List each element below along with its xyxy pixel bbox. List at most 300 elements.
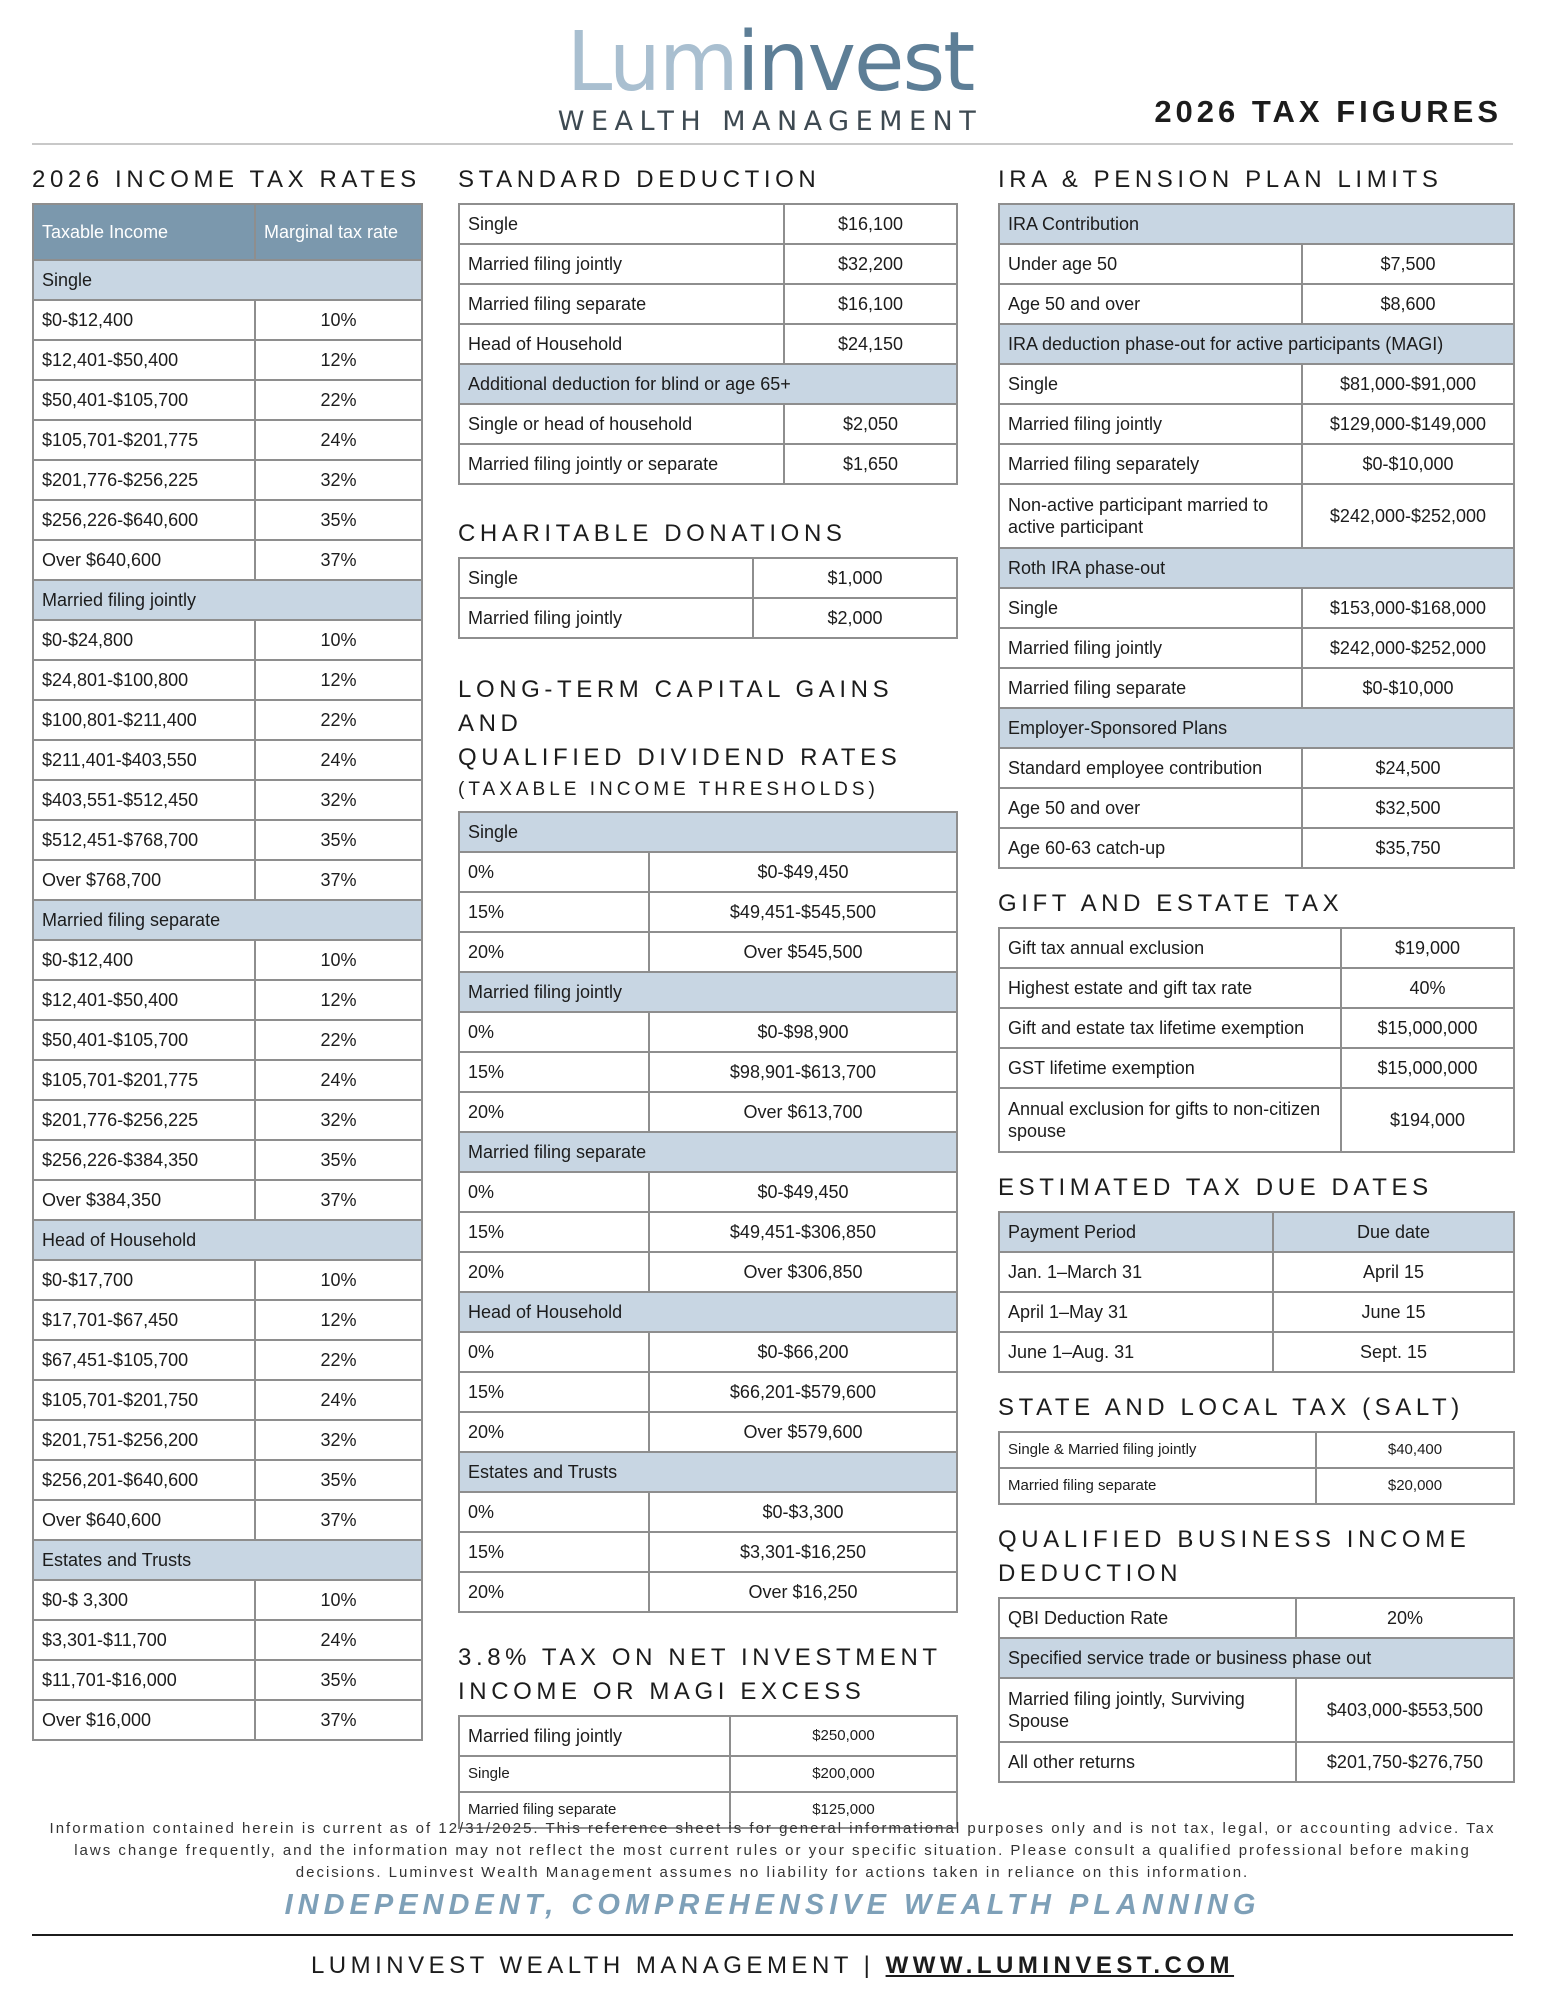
table-cell: $3,301-$11,700: [33, 1620, 255, 1660]
table-cell: Married filing jointly or separate: [459, 444, 784, 484]
table-row: [459, 1412, 957, 1452]
table-cell: Over $768,700: [33, 860, 255, 900]
table-cell: 20%: [459, 1572, 649, 1612]
table-row: [33, 1300, 422, 1340]
table-cell: 37%: [255, 860, 422, 900]
table-cell: April 15: [1273, 1252, 1514, 1292]
group-header-row: [33, 1540, 422, 1580]
table-row: [33, 1460, 422, 1500]
table-cell: Married filing separate: [33, 900, 422, 940]
table-cell: Payment Period: [999, 1212, 1273, 1252]
table-cell: $11,701-$16,000: [33, 1660, 255, 1700]
table-cell: $40,400: [1316, 1432, 1514, 1468]
table-cell: 20%: [459, 1412, 649, 1452]
table-cell: 0%: [459, 852, 649, 892]
table-row: [999, 1678, 1514, 1742]
website-link[interactable]: WWW.LUMINVEST.COM: [885, 1952, 1235, 1979]
table-row: [459, 1332, 957, 1372]
capital-gains-table: [458, 811, 958, 1613]
table-row: [33, 300, 422, 340]
table-cell: $0-$10,000: [1302, 444, 1514, 484]
table-cell: Married filing jointly: [459, 972, 957, 1012]
table-row: [33, 340, 422, 380]
table-cell: $0-$66,200: [649, 1332, 957, 1372]
table-cell: IRA Contribution: [999, 204, 1514, 244]
table-cell: Sept. 15: [1273, 1332, 1514, 1372]
tagline: INDEPENDENT, COMPREHENSIVE WEALTH PLANNING: [284, 1889, 1261, 1921]
table-cell: Married filing jointly: [459, 244, 784, 284]
table-cell: $242,000-$252,000: [1302, 484, 1514, 548]
table-row: [33, 820, 422, 860]
table-row: [999, 1468, 1514, 1504]
table-row: [999, 1598, 1514, 1638]
table-cell: 0%: [459, 1172, 649, 1212]
group-header-row: [33, 900, 422, 940]
table-cell: $256,201-$640,600: [33, 1460, 255, 1500]
table-row: [459, 1532, 957, 1572]
table-row: [459, 1572, 957, 1612]
table-row: [999, 828, 1514, 868]
table-cell: 10%: [255, 1580, 422, 1620]
section-title: QUALIFIED DIVIDEND RATES: [458, 744, 902, 771]
table-cell: 10%: [255, 940, 422, 980]
table-row: [33, 1340, 422, 1380]
table-cell: $35,750: [1302, 828, 1514, 868]
table-row: [33, 620, 422, 660]
table-cell: $0-$17,700: [33, 1260, 255, 1300]
table-cell: $49,451-$545,500: [649, 892, 957, 932]
group-header-row: [459, 812, 957, 852]
table-cell: 15%: [459, 1532, 649, 1572]
section-title: GIFT AND ESTATE TAX: [998, 890, 1344, 917]
table-cell: 12%: [255, 1300, 422, 1340]
table-cell: 24%: [255, 740, 422, 780]
table-cell: Single: [459, 812, 957, 852]
table-row: [999, 788, 1514, 828]
table-cell: $201,776-$256,225: [33, 1100, 255, 1140]
table-row: [459, 1252, 957, 1292]
section-title: 2026 INCOME TAX RATES: [32, 166, 421, 193]
table-row: [33, 380, 422, 420]
table-cell: Over $306,850: [649, 1252, 957, 1292]
logo-wordmark: Luminvest: [566, 15, 974, 110]
footer-divider: [32, 1934, 1513, 1936]
table-cell: Single & Married filing jointly: [999, 1432, 1316, 1468]
table-cell: Age 60-63 catch-up: [999, 828, 1302, 868]
group-header-row: [999, 1212, 1514, 1252]
table-cell: April 1–May 31: [999, 1292, 1273, 1332]
table-cell: Married filing jointly: [999, 628, 1302, 668]
table-row: [33, 860, 422, 900]
table-cell: $12,401-$50,400: [33, 980, 255, 1020]
group-header-row: [459, 1132, 957, 1172]
table-cell: Employer-Sponsored Plans: [999, 708, 1514, 748]
table-row: [33, 500, 422, 540]
table-cell: 0%: [459, 1332, 649, 1372]
section-title: INCOME OR MAGI EXCESS: [458, 1678, 866, 1705]
table-cell: $32,200: [784, 244, 957, 284]
group-header-row: [999, 548, 1514, 588]
table-cell: 22%: [255, 380, 422, 420]
table-cell: Married filing jointly: [999, 404, 1302, 444]
income-tax-table: [32, 203, 423, 1741]
table-cell: Over $16,250: [649, 1572, 957, 1612]
table-cell: $250,000: [730, 1716, 957, 1756]
table-row: [459, 444, 957, 484]
table-cell: 15%: [459, 892, 649, 932]
table-cell: Married filing separately: [999, 444, 1302, 484]
table-row: [33, 980, 422, 1020]
table-row: [33, 460, 422, 500]
due-dates-table: [998, 1211, 1515, 1373]
table-cell: $12,401-$50,400: [33, 340, 255, 380]
table-cell: $15,000,000: [1341, 1008, 1514, 1048]
table-cell: $129,000-$149,000: [1302, 404, 1514, 444]
table-cell: 32%: [255, 1420, 422, 1460]
table-cell: Marginal tax rate: [255, 204, 422, 260]
table-cell: 35%: [255, 1660, 422, 1700]
table-cell: $105,701-$201,775: [33, 420, 255, 460]
table-cell: Single: [459, 558, 753, 598]
table-cell: Over $384,350: [33, 1180, 255, 1220]
table-cell: Married filing jointly: [459, 598, 753, 638]
table-cell: $242,000-$252,000: [1302, 628, 1514, 668]
table-cell: Over $640,600: [33, 540, 255, 580]
table-cell: Specified service trade or business phase out: [999, 1638, 1514, 1678]
table-cell: $0-$12,400: [33, 300, 255, 340]
table-cell: Married filing separate: [459, 1792, 730, 1828]
table-cell: $201,750-$276,750: [1296, 1742, 1514, 1782]
group-header-row: [999, 324, 1514, 364]
section-title: CHARITABLE DONATIONS: [458, 520, 847, 547]
table-cell: $15,000,000: [1341, 1048, 1514, 1088]
table-cell: Highest estate and gift tax rate: [999, 968, 1341, 1008]
table-row: [33, 1180, 422, 1220]
income-tax-section: [32, 163, 423, 1741]
table-row: [459, 892, 957, 932]
table-cell: 12%: [255, 340, 422, 380]
table-cell: All other returns: [999, 1742, 1296, 1782]
table-row: [33, 1580, 422, 1620]
table-cell: $32,500: [1302, 788, 1514, 828]
table-cell: Married filing jointly, Surviving Spouse: [999, 1678, 1296, 1742]
section-title: 3.8% TAX ON NET INVESTMENT: [458, 1644, 942, 1671]
salt-table: [998, 1431, 1515, 1505]
table-cell: QBI Deduction Rate: [999, 1598, 1296, 1638]
table-cell: Head of Household: [33, 1220, 422, 1260]
table-row: [999, 628, 1514, 668]
table-cell: 22%: [255, 1340, 422, 1380]
qbi-heading: [998, 1523, 1515, 1591]
table-cell: $201,751-$256,200: [33, 1420, 255, 1460]
niit-table: [458, 1715, 958, 1829]
table-cell: 35%: [255, 820, 422, 860]
table-row: [999, 244, 1514, 284]
table-cell: $1,650: [784, 444, 957, 484]
table-cell: Head of Household: [459, 324, 784, 364]
table-cell: $105,701-$201,775: [33, 1060, 255, 1100]
table-cell: Taxable Income: [33, 204, 255, 260]
table-cell: June 15: [1273, 1292, 1514, 1332]
table-row: [459, 204, 957, 244]
table-cell: $200,000: [730, 1756, 957, 1792]
charitable-table: [458, 557, 958, 639]
table-cell: Roth IRA phase-out: [999, 548, 1514, 588]
table-cell: $16,100: [784, 204, 957, 244]
table-cell: 10%: [255, 300, 422, 340]
table-row: [999, 1088, 1514, 1152]
table-cell: $16,100: [784, 284, 957, 324]
table-cell: Gift tax annual exclusion: [999, 928, 1341, 968]
table-row: [999, 1332, 1514, 1372]
table-row: [459, 852, 957, 892]
table-cell: Age 50 and over: [999, 284, 1302, 324]
table-row: [459, 284, 957, 324]
table-cell: Married filing jointly: [459, 1716, 730, 1756]
table-row: [33, 1140, 422, 1180]
table-cell: 32%: [255, 460, 422, 500]
table-cell: $0-$12,400: [33, 940, 255, 980]
table-row: [999, 928, 1514, 968]
table-row: [33, 700, 422, 740]
group-header-row: [33, 580, 422, 620]
table-row: [33, 1060, 422, 1100]
table-cell: 22%: [255, 1020, 422, 1060]
table-cell: 35%: [255, 1460, 422, 1500]
table-cell: 35%: [255, 500, 422, 540]
table-cell: $0-$3,300: [649, 1492, 957, 1532]
gift-estate-table: [998, 927, 1515, 1153]
table-cell: Standard employee contribution: [999, 748, 1302, 788]
table-cell: Over $613,700: [649, 1092, 957, 1132]
table-cell: $403,551-$512,450: [33, 780, 255, 820]
table-cell: $211,401-$403,550: [33, 740, 255, 780]
table-row: [459, 1492, 957, 1532]
standard-deduction-table: [458, 203, 958, 485]
table-cell: 10%: [255, 1260, 422, 1300]
group-header-row: [459, 1452, 957, 1492]
table-cell: 24%: [255, 420, 422, 460]
table-row: [459, 1052, 957, 1092]
table-cell: $512,451-$768,700: [33, 820, 255, 860]
group-header-row: [459, 1292, 957, 1332]
table-cell: 15%: [459, 1212, 649, 1252]
table-cell: Gift and estate tax lifetime exemption: [999, 1008, 1341, 1048]
table-row: [33, 1100, 422, 1140]
section-title: IRA & PENSION PLAN LIMITS: [998, 166, 1443, 193]
table-row: [459, 1012, 957, 1052]
group-header-row: [999, 204, 1514, 244]
table-cell: 24%: [255, 1380, 422, 1420]
table-row: [33, 1500, 422, 1540]
table-cell: 37%: [255, 1500, 422, 1540]
table-row: [459, 1092, 957, 1132]
section-title: ESTIMATED TAX DUE DATES: [998, 1174, 1433, 1201]
table-cell: Jan. 1–March 31: [999, 1252, 1273, 1292]
table-cell: $24,801-$100,800: [33, 660, 255, 700]
logo-subtitle: WEALTH MANAGEMENT: [557, 106, 983, 137]
table-cell: $66,201-$579,600: [649, 1372, 957, 1412]
table-cell: 35%: [255, 1140, 422, 1180]
table-row: [459, 1212, 957, 1252]
table-row: [999, 748, 1514, 788]
table-cell: 20%: [459, 1252, 649, 1292]
page-title: 2026 TAX FIGURES: [1154, 94, 1502, 129]
logo: [540, 15, 1000, 137]
section-title: DEDUCTION: [998, 1560, 1183, 1587]
table-row: [999, 668, 1514, 708]
table-cell: 20%: [459, 932, 649, 972]
table-cell: 40%: [1341, 968, 1514, 1008]
table-cell: $2,050: [784, 404, 957, 444]
table-cell: $256,226-$384,350: [33, 1140, 255, 1180]
table-cell: Single or head of household: [459, 404, 784, 444]
group-header-row: [459, 972, 957, 1012]
table-cell: $153,000-$168,000: [1302, 588, 1514, 628]
table-row: [999, 444, 1514, 484]
table-row: [33, 1020, 422, 1060]
table-cell: Single: [459, 204, 784, 244]
table-cell: 32%: [255, 780, 422, 820]
table-row: [33, 1660, 422, 1700]
table-cell: $0-$49,450: [649, 1172, 957, 1212]
table-cell: 20%: [1296, 1598, 1514, 1638]
table-row: [459, 1716, 957, 1756]
qbi-table: [998, 1597, 1515, 1783]
table-cell: $0-$ 3,300: [33, 1580, 255, 1620]
table-row: [999, 404, 1514, 444]
table-row: [999, 1252, 1514, 1292]
table-cell: 37%: [255, 1180, 422, 1220]
table-cell: $1,000: [753, 558, 957, 598]
table-cell: $19,000: [1341, 928, 1514, 968]
table-row: [33, 1620, 422, 1660]
capital-gains-heading: [458, 673, 958, 805]
table-cell: $201,776-$256,225: [33, 460, 255, 500]
table-cell: Single: [999, 364, 1302, 404]
table-cell: $0-$10,000: [1302, 668, 1514, 708]
table-row: [999, 588, 1514, 628]
table-row: [459, 598, 957, 638]
table-row: [33, 1420, 422, 1460]
table-cell: $81,000-$91,000: [1302, 364, 1514, 404]
right-column: [998, 163, 1515, 1783]
header-divider: [32, 143, 1513, 145]
table-row: [33, 780, 422, 820]
table-cell: $50,401-$105,700: [33, 1020, 255, 1060]
niit-heading: [458, 1641, 958, 1709]
table-row: [999, 1432, 1514, 1468]
table-row: [33, 740, 422, 780]
disclaimer: Information contained herein is current as of 12/31/2025. This reference sheet is for general informational purposes only and is not tax, legal, or accounting advice. Tax laws change frequently, and the information may not reflect the most current rules or your specific situation. Please consult a qualified professional before making decisions. Luminvest Wealth Management assumes no liability for actions taken in reliance on this information.: [49, 1820, 1496, 1881]
table-cell: $403,000-$553,500: [1296, 1678, 1514, 1742]
table-cell: GST lifetime exemption: [999, 1048, 1341, 1088]
table-cell: $24,500: [1302, 748, 1514, 788]
table-cell: $105,701-$201,750: [33, 1380, 255, 1420]
table-cell: 12%: [255, 660, 422, 700]
table-cell: Single: [33, 260, 422, 300]
table-row: [999, 1742, 1514, 1782]
table-cell: $0-$24,800: [33, 620, 255, 660]
table-row: [33, 1380, 422, 1420]
section-subtitle: (TAXABLE INCOME THRESHOLDS): [458, 779, 879, 800]
table-cell: Estates and Trusts: [459, 1452, 957, 1492]
table-row: [999, 1292, 1514, 1332]
table-cell: $2,000: [753, 598, 957, 638]
table-row: [999, 484, 1514, 548]
table-cell: $20,000: [1316, 1468, 1514, 1504]
table-cell: Married filing separate: [459, 1132, 957, 1172]
section-title: STATE AND LOCAL TAX (SALT): [998, 1394, 1464, 1421]
group-header-row: [459, 364, 957, 404]
table-cell: Under age 50: [999, 244, 1302, 284]
group-header-row: [33, 260, 422, 300]
table-cell: 32%: [255, 1100, 422, 1140]
footer-contact: [0, 1952, 1545, 1980]
table-cell: June 1–Aug. 31: [999, 1332, 1273, 1372]
table-cell: Married filing separate: [999, 1468, 1316, 1504]
table-cell: $100,801-$211,400: [33, 700, 255, 740]
table-row: [33, 660, 422, 700]
table-cell: $3,301-$16,250: [649, 1532, 957, 1572]
table-row: [459, 404, 957, 444]
table-row: [999, 1008, 1514, 1048]
table-cell: Over $16,000: [33, 1700, 255, 1740]
table-row: [999, 968, 1514, 1008]
table-cell: IRA deduction phase-out for active participants (MAGI): [999, 324, 1514, 364]
section-title: LONG-TERM CAPITAL GAINS AND: [458, 676, 894, 737]
table-cell: 22%: [255, 700, 422, 740]
table-cell: 37%: [255, 540, 422, 580]
table-cell: Single: [999, 588, 1302, 628]
table-cell: 20%: [459, 1092, 649, 1132]
table-row: [33, 1260, 422, 1300]
table-cell: Estates and Trusts: [33, 1540, 422, 1580]
ira-table: [998, 203, 1515, 869]
group-header-row: [999, 1638, 1514, 1678]
table-cell: Non-active participant married to active participant: [999, 484, 1302, 548]
table-cell: $17,701-$67,450: [33, 1300, 255, 1340]
company-name: LUMINVEST WEALTH MANAGEMENT |: [310, 1952, 886, 1979]
table-row: [459, 244, 957, 284]
table-cell: Married filing separate: [459, 284, 784, 324]
section-title: QUALIFIED BUSINESS INCOME: [998, 1526, 1471, 1553]
table-row: [459, 1756, 957, 1792]
table-cell: Head of Household: [459, 1292, 957, 1332]
table-cell: $67,451-$105,700: [33, 1340, 255, 1380]
table-cell: Married filing jointly: [33, 580, 422, 620]
table-cell: 24%: [255, 1060, 422, 1100]
table-cell: 10%: [255, 620, 422, 660]
table-cell: $24,150: [784, 324, 957, 364]
table-cell: 0%: [459, 1492, 649, 1532]
table-cell: $98,901-$613,700: [649, 1052, 957, 1092]
table-cell: $49,451-$306,850: [649, 1212, 957, 1252]
section-title: STANDARD DEDUCTION: [458, 166, 821, 193]
table-cell: $125,000: [730, 1792, 957, 1828]
table-cell: 0%: [459, 1012, 649, 1052]
table-row: [999, 1048, 1514, 1088]
table-cell: 37%: [255, 1700, 422, 1740]
table-cell: Single: [459, 1756, 730, 1792]
table-cell: Married filing separate: [999, 668, 1302, 708]
table-cell: Over $640,600: [33, 1500, 255, 1540]
table-row: [33, 540, 422, 580]
table-cell: Due date: [1273, 1212, 1514, 1252]
table-row: [459, 324, 957, 364]
group-header-row: [33, 1220, 422, 1260]
table-cell: $8,600: [1302, 284, 1514, 324]
